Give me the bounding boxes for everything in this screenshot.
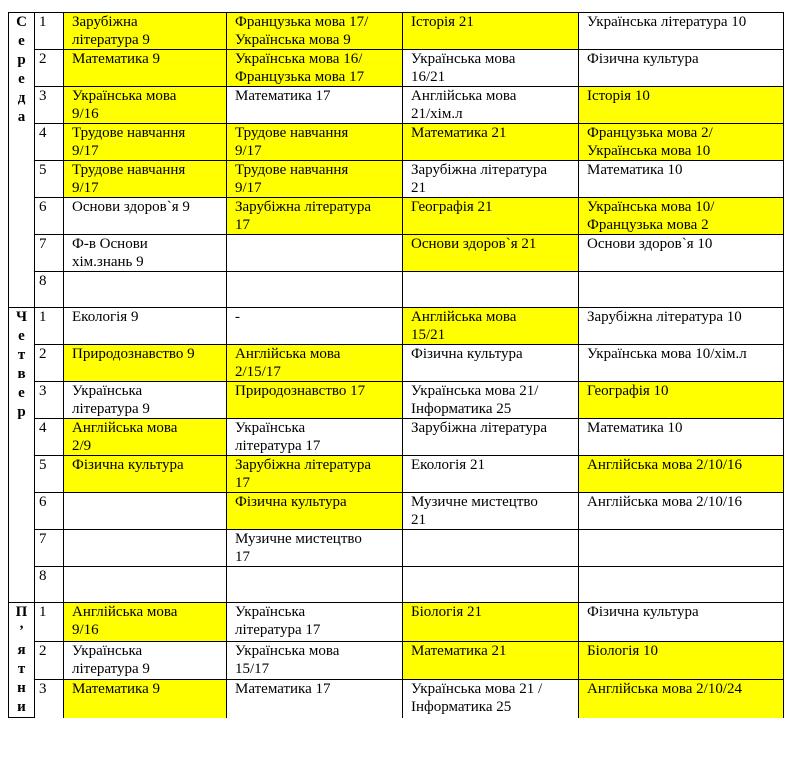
lesson-row — [9, 493, 784, 530]
lesson-cell — [64, 272, 227, 308]
lesson-row — [9, 198, 784, 235]
day-letter: и — [17, 699, 26, 715]
lesson-row — [9, 345, 784, 382]
lesson-cell: Основи здоров`я 10 — [579, 235, 784, 272]
lesson-number: 7 — [35, 235, 64, 272]
lesson-row — [9, 419, 784, 456]
lesson-row — [9, 382, 784, 419]
lesson-cell — [579, 272, 784, 308]
day-label — [9, 308, 35, 603]
day-letter: е — [18, 33, 25, 49]
day-letter: в — [17, 366, 26, 382]
lesson-number: 1 — [35, 13, 64, 50]
lesson-number: 4 — [35, 124, 64, 161]
lesson-number: 3 — [35, 680, 64, 718]
lesson-cell: Математика 21 — [403, 124, 579, 161]
lesson-cell: Музичне мистецтво 17 — [227, 530, 403, 567]
lesson-cell: Трудове навчання 9/17 — [64, 124, 227, 161]
lesson-cell: Англійська мова 2/10/16 — [579, 456, 784, 493]
lesson-row — [9, 530, 784, 567]
day-letter: ’ — [19, 623, 24, 639]
lesson-number: 8 — [35, 567, 64, 603]
schedule-body — [9, 13, 784, 718]
lesson-cell: Фізична культура — [579, 603, 784, 642]
lesson-cell: Українська література 9 — [64, 382, 227, 419]
lesson-cell: Математика 9 — [64, 50, 227, 87]
lesson-cell: Англійська мова 2/9 — [64, 419, 227, 456]
lesson-cell: Математика 10 — [579, 419, 784, 456]
lesson-number: 6 — [35, 493, 64, 530]
lesson-row — [9, 680, 784, 718]
lesson-cell: Українська мова 10/ Французька мова 2 — [579, 198, 784, 235]
day-letter: е — [18, 328, 25, 344]
lesson-cell: Музичне мистецтво 21 — [403, 493, 579, 530]
day-label — [9, 603, 35, 718]
day-letter: д — [17, 90, 26, 106]
lesson-cell — [64, 493, 227, 530]
lesson-cell: Географія 10 — [579, 382, 784, 419]
lesson-cell: Біологія 21 — [403, 603, 579, 642]
lesson-cell: Англійська мова 9/16 — [64, 603, 227, 642]
day-letter: П — [15, 604, 28, 620]
lesson-cell — [227, 567, 403, 603]
lesson-row — [9, 456, 784, 493]
lesson-cell — [64, 530, 227, 567]
lesson-cell: Математика 21 — [403, 641, 579, 680]
lesson-cell: Українська література 17 — [227, 419, 403, 456]
lesson-cell: Математика 10 — [579, 161, 784, 198]
lesson-number: 2 — [35, 50, 64, 87]
lesson-cell — [579, 567, 784, 603]
lesson-row — [9, 235, 784, 272]
lesson-cell: Англійська мова 15/21 — [403, 308, 579, 345]
day-letter: е — [18, 71, 25, 87]
lesson-cell: Трудове навчання 9/17 — [64, 161, 227, 198]
day-letter: р — [17, 52, 26, 68]
lesson-cell: Основи здоров`я 9 — [64, 198, 227, 235]
lesson-cell: Українська література 17 — [227, 603, 403, 642]
lesson-cell: Географія 21 — [403, 198, 579, 235]
day-letter: а — [17, 109, 26, 125]
lesson-number: 5 — [35, 161, 64, 198]
lesson-cell: Зарубіжна література 9 — [64, 13, 227, 50]
lesson-number: 1 — [35, 308, 64, 345]
schedule-table — [8, 12, 784, 718]
lesson-cell: Українська мова 15/17 — [227, 641, 403, 680]
day-letter: т — [17, 347, 26, 363]
lesson-cell: Англійська мова 2/15/17 — [227, 345, 403, 382]
lesson-cell: Англійська мова 2/10/16 — [579, 493, 784, 530]
lesson-number: 3 — [35, 87, 64, 124]
lesson-cell: Історія 10 — [579, 87, 784, 124]
lesson-cell: Зарубіжна література 10 — [579, 308, 784, 345]
lesson-cell: Українська література 9 — [64, 641, 227, 680]
lesson-cell: Зарубіжна література 17 — [227, 456, 403, 493]
lesson-cell: Основи здоров`я 21 — [403, 235, 579, 272]
lesson-number: 3 — [35, 382, 64, 419]
lesson-row — [9, 161, 784, 198]
lesson-number: 2 — [35, 641, 64, 680]
lesson-cell: Зарубіжна література — [403, 419, 579, 456]
lesson-cell: Українська мова 9/16 — [64, 87, 227, 124]
lesson-cell — [403, 272, 579, 308]
lesson-cell: Математика 9 — [64, 680, 227, 718]
lesson-cell: Зарубіжна література 21 — [403, 161, 579, 198]
lesson-number: 6 — [35, 198, 64, 235]
day-letter: е — [18, 385, 25, 401]
lesson-cell: Екологія 21 — [403, 456, 579, 493]
lesson-cell: Фізична культура — [64, 456, 227, 493]
lesson-cell: Українська мова 10/хім.л — [579, 345, 784, 382]
lesson-row — [9, 50, 784, 87]
lesson-cell: Трудове навчання 9/17 — [227, 124, 403, 161]
lesson-row — [9, 641, 784, 680]
lesson-cell: Біологія 10 — [579, 641, 784, 680]
lesson-number: 4 — [35, 419, 64, 456]
lesson-cell: Трудове навчання 9/17 — [227, 161, 403, 198]
lesson-cell: Фізична культура — [579, 50, 784, 87]
lesson-row — [9, 124, 784, 161]
lesson-cell: Природознавство 17 — [227, 382, 403, 419]
lesson-cell: Фізична культура — [403, 345, 579, 382]
lesson-number: 7 — [35, 530, 64, 567]
lesson-cell: Французька мова 17/ Українська мова 9 — [227, 13, 403, 50]
lesson-cell: Українська мова 21 / Інформатика 25 — [403, 680, 579, 718]
lesson-cell: Українська мова 16/ Французька мова 17 — [227, 50, 403, 87]
lesson-cell — [227, 272, 403, 308]
lesson-cell: - — [227, 308, 403, 345]
day-label — [9, 13, 35, 308]
lesson-cell: Українська мова 16/21 — [403, 50, 579, 87]
day-letter: Ч — [15, 309, 27, 325]
lesson-row — [9, 272, 784, 308]
lesson-cell: Українська література 10 — [579, 13, 784, 50]
lesson-row — [9, 308, 784, 345]
lesson-number: 8 — [35, 272, 64, 308]
lesson-cell — [64, 567, 227, 603]
lesson-cell: Українська мова 21/ Інформатика 25 — [403, 382, 579, 419]
lesson-cell: Ф-в Основи хім.знань 9 — [64, 235, 227, 272]
lesson-cell: Природознавство 9 — [64, 345, 227, 382]
day-letter: р — [17, 404, 26, 420]
lesson-number: 1 — [35, 603, 64, 642]
lesson-cell: Англійська мова 2/10/24 — [579, 680, 784, 718]
day-letter: т — [17, 661, 26, 677]
lesson-cell: Французька мова 2/ Українська мова 10 — [579, 124, 784, 161]
lesson-cell: Екологія 9 — [64, 308, 227, 345]
lesson-number: 2 — [35, 345, 64, 382]
lesson-cell: Математика 17 — [227, 680, 403, 718]
lesson-cell — [403, 567, 579, 603]
lesson-row — [9, 603, 784, 642]
lesson-cell: Англійська мова 21/хім.л — [403, 87, 579, 124]
lesson-cell — [579, 530, 784, 567]
lesson-cell: Фізична культура — [227, 493, 403, 530]
lesson-row — [9, 87, 784, 124]
day-letter: н — [17, 680, 26, 696]
lesson-number: 5 — [35, 456, 64, 493]
lesson-cell: Історія 21 — [403, 13, 579, 50]
lesson-cell — [227, 235, 403, 272]
day-letter: С — [16, 14, 27, 30]
lesson-row — [9, 567, 784, 603]
lesson-cell — [403, 530, 579, 567]
lesson-cell: Математика 17 — [227, 87, 403, 124]
day-letter: я — [17, 642, 26, 658]
lesson-row — [9, 13, 784, 50]
lesson-cell: Зарубіжна література 17 — [227, 198, 403, 235]
